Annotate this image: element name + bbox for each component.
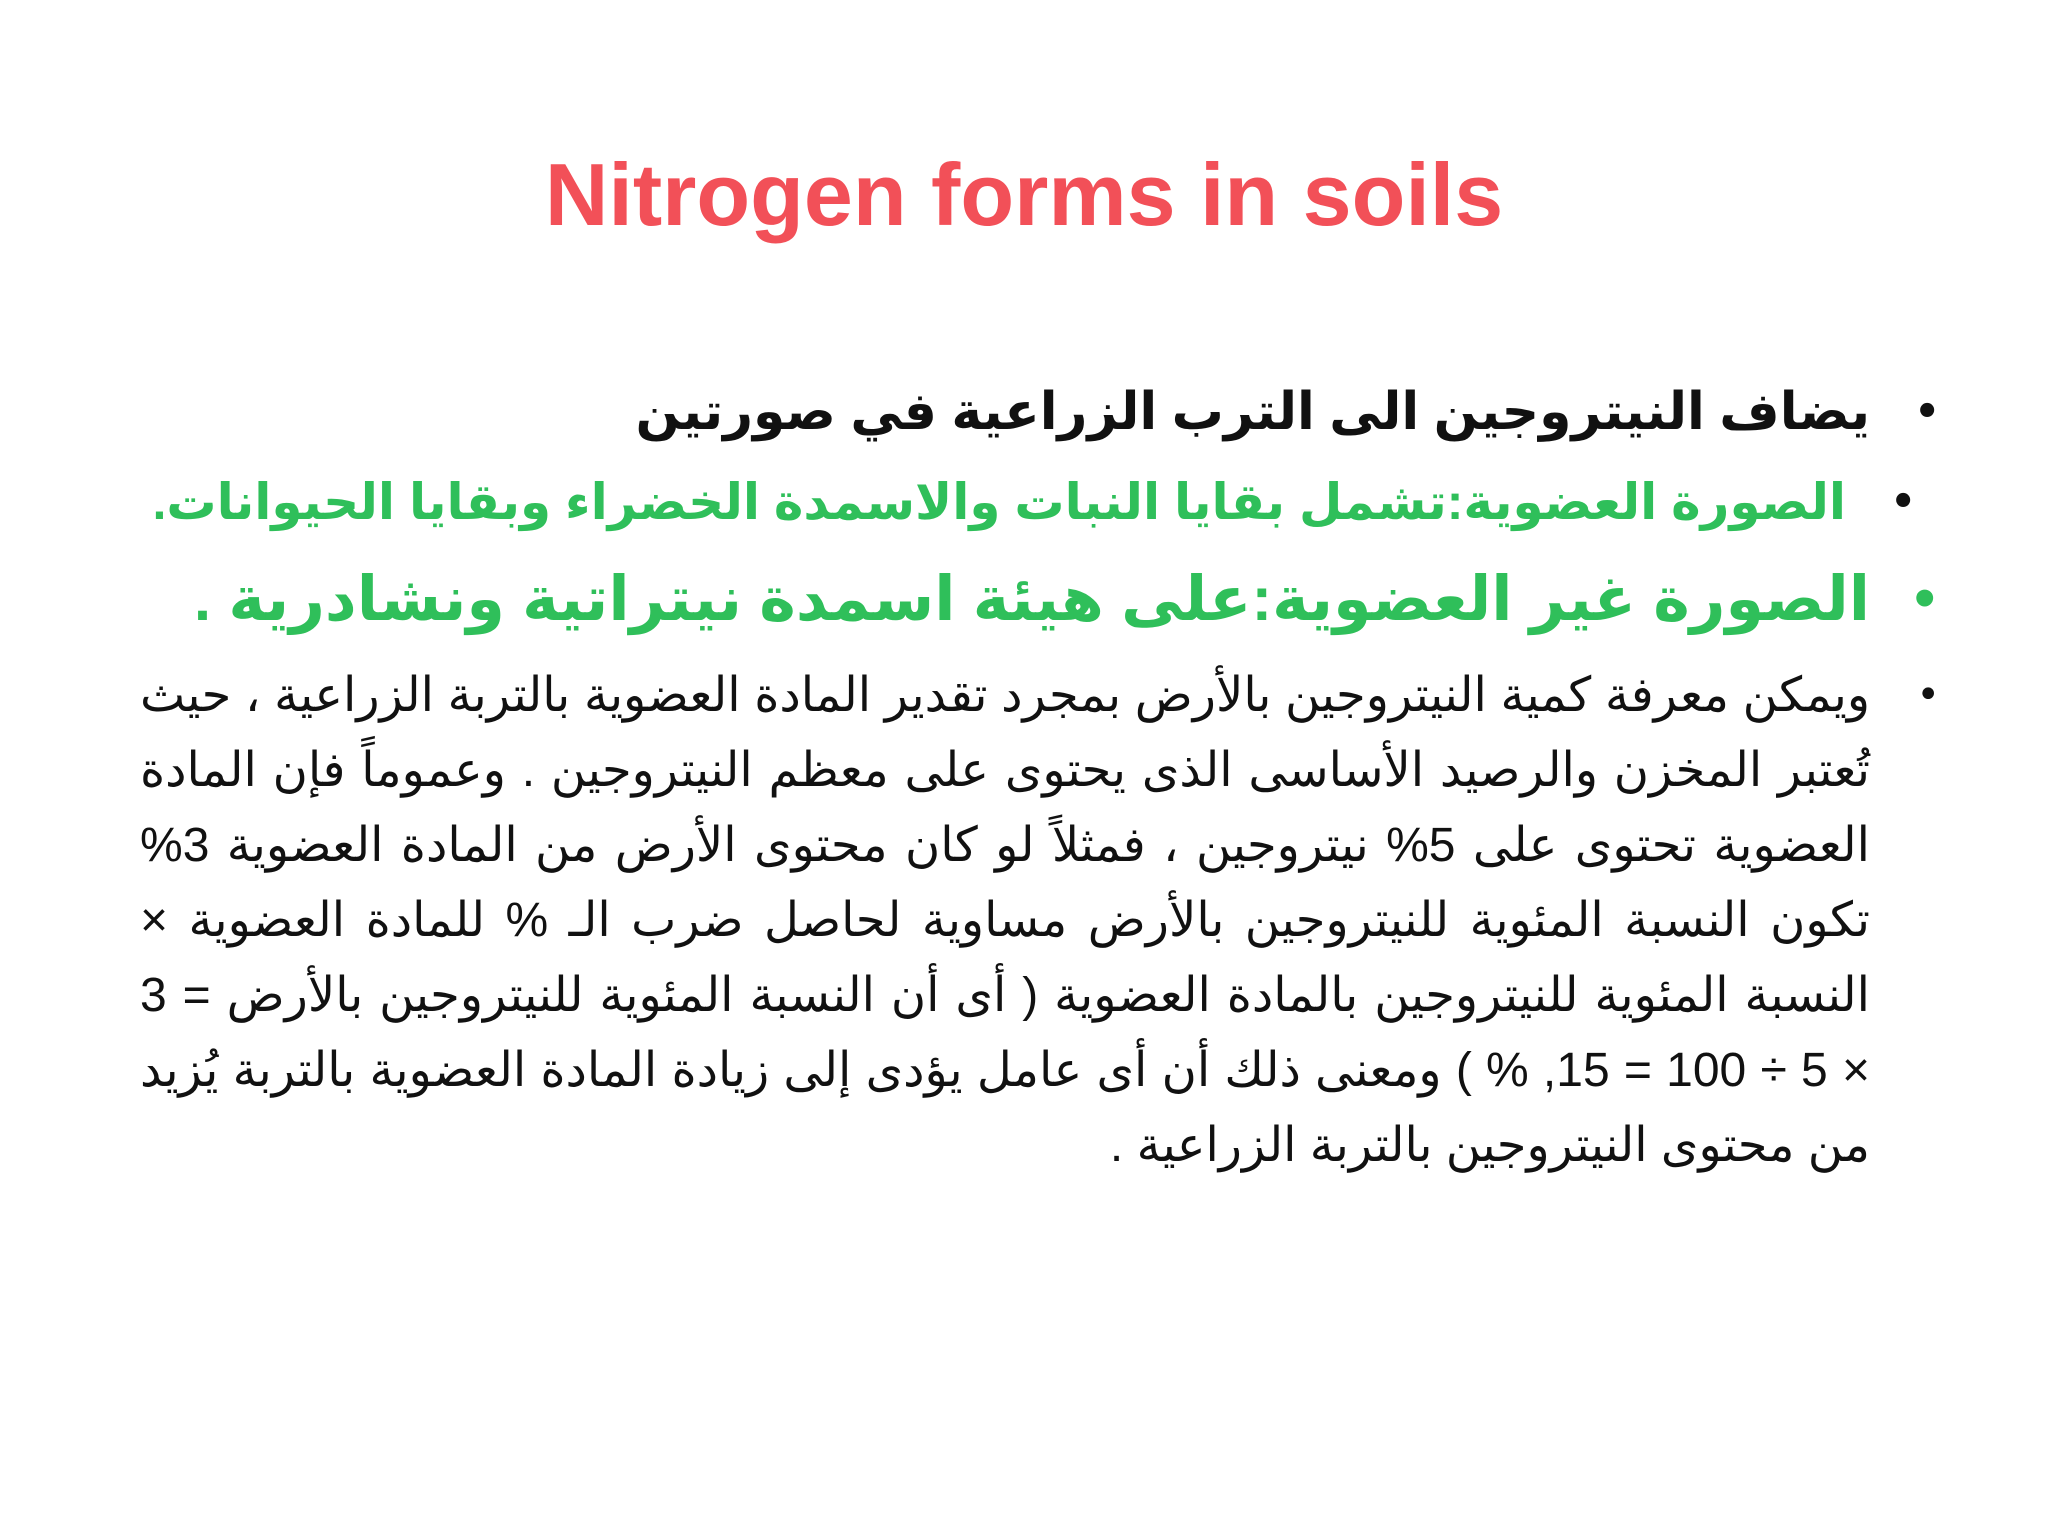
bullet-list bbox=[140, 372, 1940, 1183]
slide-title: Nitrogen forms in soils bbox=[544, 145, 1504, 244]
bullet-text-organic-form: الصورة العضوية:تشمل بقايا النبات والاسمدة الخضراء وبقايا الحيوانات. bbox=[152, 474, 1846, 530]
bullet-dot-icon: • bbox=[1909, 572, 1940, 628]
bullet-item-inorganic-form bbox=[140, 552, 1940, 648]
bullet-dot-icon: • bbox=[1914, 389, 1940, 435]
bullet-text-intro: يضاف النيتروجين الى الترب الزراعية في صورتين bbox=[635, 383, 1870, 441]
bullet-text-explanation: ويمكن معرفة كمية النيتروجين بالأرض بمجرد تقدير المادة العضوية بالتربة الزراعية ، حيث تُعتبر المخزن والرصيد الأساسى الذى يحتوى على معظم النيتروجين . وعموماً فإن المادة العضوية تحتوى على 5% نيتروجين ، فمثلاً لو كان محتوى الأرض من المادة العضوية 3% تكون النسبة المئوية للنيتروجين بالأرض مساوية لحاصل ضرب الـ % للمادة العضوية × النسبة المئوية للنيتروجين بالمادة العضوية ( أى أن النسبة المئوية للنيتروجين بالأرض = 3 × 5 ÷ 100 = 15, % ) ومعنى ذلك أن أى عامل يؤدى إلى زيادة المادة العضوية بالتربة يُزيد من محتوى النيتروجين بالتربة الزراعية . bbox=[140, 669, 1871, 1172]
bullet-item-intro bbox=[140, 372, 1940, 452]
bullet-dot-icon: • bbox=[1890, 479, 1916, 525]
bullet-text-inorganic-form: الصورة غير العضوية:على هيئة اسمدة نيتراتية ونشادرية . bbox=[193, 565, 1870, 634]
bullet-item-explanation bbox=[140, 658, 1940, 1183]
bullet-dot-icon: • bbox=[1916, 672, 1940, 718]
bullet-item-organic-form bbox=[140, 462, 1916, 542]
